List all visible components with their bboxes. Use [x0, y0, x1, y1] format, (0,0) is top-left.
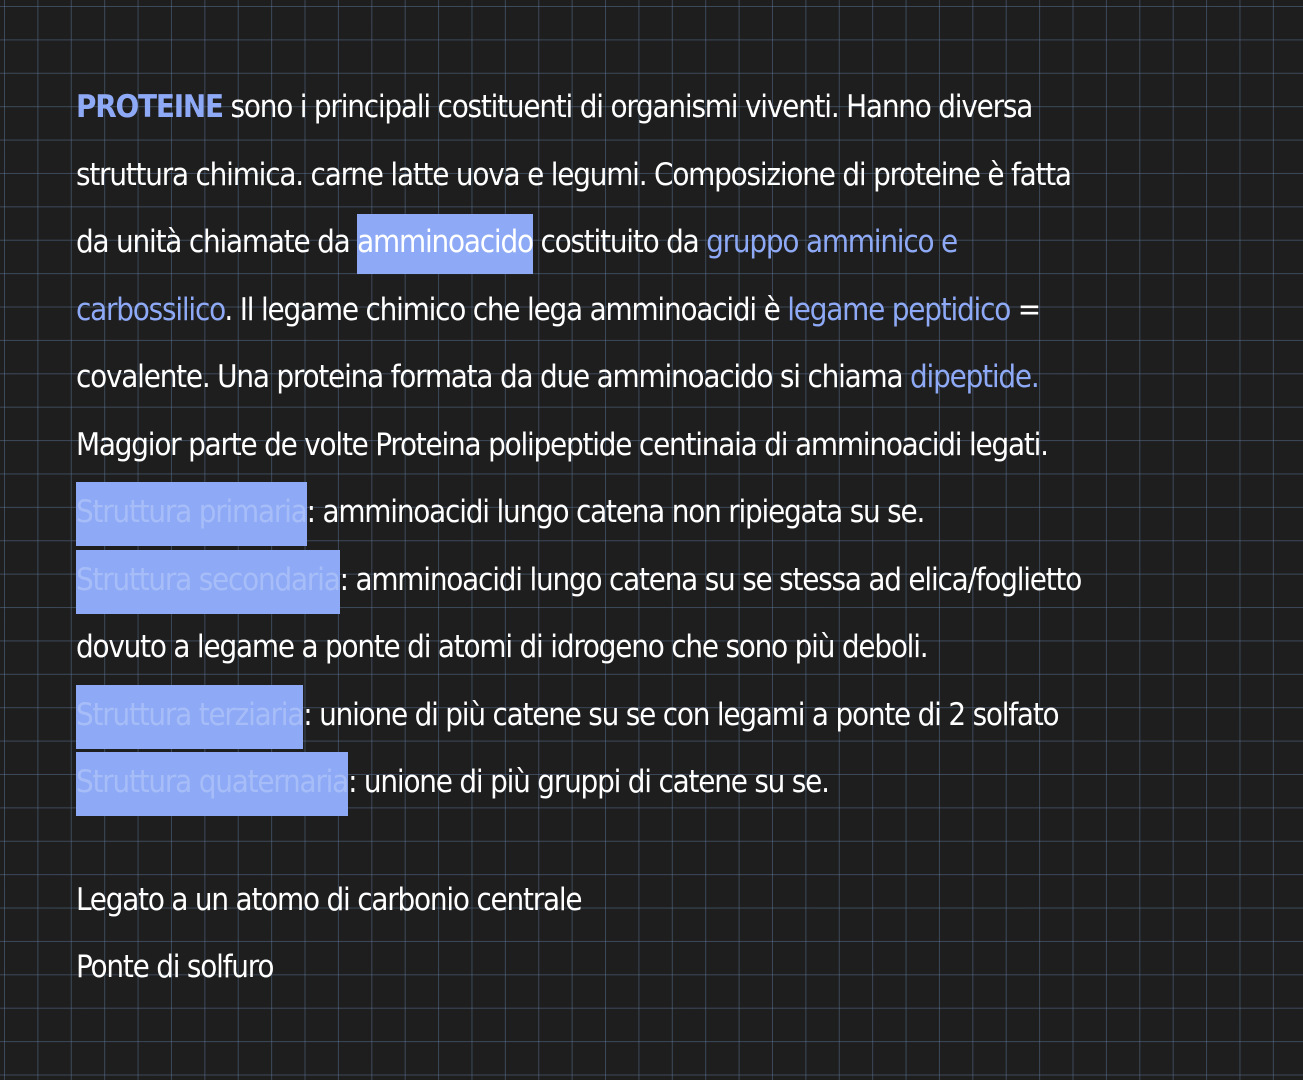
heading-struttura-primaria: Struttura primaria [76, 482, 307, 546]
handwritten-note [76, 74, 1266, 1002]
note-text: da unità chiamate da [76, 224, 358, 260]
heading-struttura-quaternaria: Struttura quaternaria [76, 752, 348, 816]
note-text: sono i principali costituenti di organismi viventi. Hanno diversa [222, 89, 1033, 125]
note-spacer [76, 817, 1266, 867]
note-text: Ponte di solfuro [76, 949, 274, 985]
note-line-6 [76, 412, 1266, 480]
note-text: covalente. Una proteina formata da due amminoacido si chiama [76, 359, 911, 395]
note-text: . Il legame chimico che lega amminoacidi è [224, 291, 788, 328]
note-title-proteine: PROTEINE [76, 89, 223, 125]
note-text: struttura chimica. carne latte uova e legumi. Composizione di proteine è fatta [76, 156, 1071, 193]
heading-struttura-terziaria: Struttura terziaria [76, 685, 303, 749]
note-text: Maggior parte de volte Proteina polipeptide centinaia di amminoacidi legati. [76, 426, 1048, 463]
note-text: : unione di più gruppi di catene su se. [348, 764, 829, 800]
note-text: : amminoacidi lungo catena non ripiegata su se. [306, 494, 925, 530]
note-line-11 [76, 749, 1266, 817]
note-line-1 [76, 74, 1266, 142]
heading-struttura-secondaria: Struttura secondaria [76, 550, 340, 614]
note-text: : unione di più catene su se con legami a ponte di 2 solfato [303, 696, 1059, 733]
note-line-13 [76, 934, 1266, 1002]
note-line-8 [76, 547, 1266, 615]
note-line-9 [76, 614, 1266, 682]
note-line-3 [76, 209, 1266, 277]
note-text: = [1010, 291, 1040, 328]
note-line-7 [76, 479, 1266, 547]
note-line-10 [76, 682, 1266, 750]
note-line-5 [76, 344, 1266, 412]
note-text: : amminoacidi lungo catena su se stessa ad elica/foglietto [339, 561, 1082, 598]
keyword-gruppo-amminico: gruppo amminico e [706, 224, 957, 260]
note-line-12 [76, 867, 1266, 935]
note-text: Legato a un atomo di carbonio centrale [76, 881, 582, 918]
note-text: costituito da [532, 224, 707, 260]
keyword-legame-peptidico: legame peptidico [787, 291, 1011, 328]
note-line-2 [76, 142, 1266, 210]
keyword-dipeptide: dipeptide. [910, 359, 1039, 395]
note-text: dovuto a legame a ponte di atomi di idrogeno che sono più deboli. [76, 629, 928, 665]
keyword-carbossilico: carbossilico [76, 291, 225, 328]
note-line-4 [76, 277, 1266, 345]
highlight-amminoacido: amminoacido [357, 214, 533, 274]
